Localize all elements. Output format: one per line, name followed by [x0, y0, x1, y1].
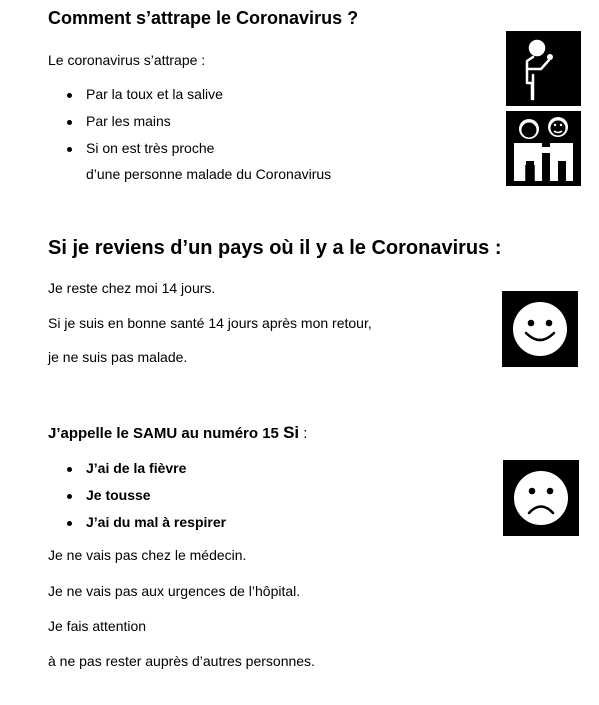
list-item: J’ai de la fièvre	[86, 460, 187, 476]
section3-line: Je fais attention	[48, 618, 147, 634]
bullet-marker	[67, 521, 72, 526]
section3-title-si: Si	[283, 423, 300, 442]
section1-title: Comment s’attrape le Coronavirus ?	[48, 8, 359, 28]
section2-line: je ne suis pas malade.	[48, 349, 188, 365]
list-item: Par la toux et la salive	[86, 86, 223, 102]
person-coughing-icon	[506, 31, 581, 106]
list-item: Si on est très proche	[86, 140, 215, 156]
section2-line: Je reste chez moi 14 jours.	[48, 280, 216, 296]
list-item-continuation: d’une personne malade du Coronavirus	[86, 166, 332, 182]
bullet-marker	[67, 494, 72, 499]
sad-face-icon	[503, 460, 579, 536]
two-people-close-icon	[506, 111, 581, 186]
section3-title-main: J’appelle le SAMU au numéro 15	[48, 425, 284, 442]
section3-line: Je ne vais pas chez le médecin.	[48, 547, 247, 563]
section3-title-colon: :	[299, 425, 308, 442]
smiley-face-icon	[502, 291, 578, 367]
bullet-marker	[67, 93, 72, 98]
section3-line: à ne pas rester auprès d’autres personnes.	[48, 653, 315, 669]
section2-line: Si je suis en bonne santé 14 jours après mon retour,	[48, 315, 372, 331]
list-item: Je tousse	[86, 487, 151, 503]
list-item: Par les mains	[86, 113, 171, 129]
section1-intro: Le coronavirus s’attrape :	[48, 52, 206, 68]
list-item: J’ai du mal à respirer	[86, 514, 227, 530]
bullet-marker	[67, 467, 72, 472]
section3-title	[48, 423, 307, 443]
section3-line: Je ne vais pas aux urgences de l’hôpital.	[48, 583, 301, 599]
bullet-marker	[67, 120, 72, 125]
section2-title: Si je reviens d’un pays où il y a le Coronavirus :	[48, 237, 502, 259]
bullet-marker	[67, 147, 72, 152]
